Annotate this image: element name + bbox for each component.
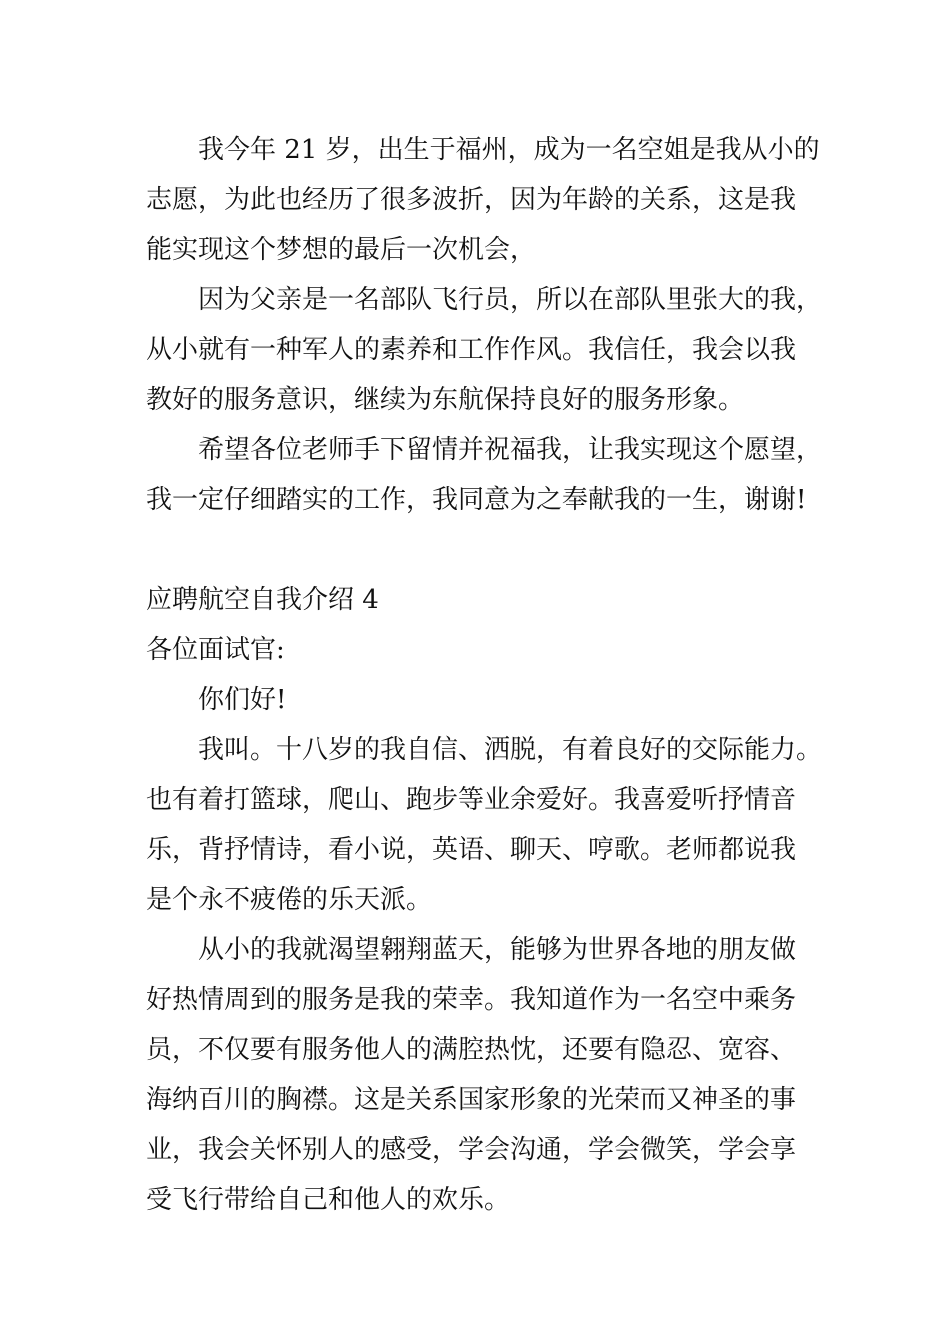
greeting: 你们好! (198, 685, 287, 715)
paragraph-line: 我今年 21 岁，出生于福州，成为一名空姐是我从小的 (198, 135, 820, 165)
paragraph-line: 从小就有一种军人的素养和工作作风。我信任，我会以我 (146, 335, 797, 365)
section-heading: 应聘航空自我介绍 4 (146, 585, 379, 615)
paragraph-line: 我一定仔细踏实的工作，我同意为之奉献我的一生，谢谢! (146, 485, 807, 515)
paragraph-line: 是个永不疲倦的乐天派。 (146, 885, 433, 915)
paragraph-line: 因为父亲是一名部队飞行员，所以在部队里张大的我， (198, 285, 823, 315)
paragraph-line: 能实现这个梦想的最后一次机会， (146, 235, 537, 265)
paragraph-line: 受飞行带给自己和他人的欢乐。 (146, 1185, 511, 1215)
paragraph-line: 海纳百川的胸襟。这是关系国家形象的光荣而又神圣的事 (146, 1085, 797, 1115)
paragraph-line: 业，我会关怀别人的感受，学会沟通，学会微笑，学会享 (146, 1135, 797, 1165)
paragraph-line: 希望各位老师手下留情并祝福我，让我实现这个愿望， (198, 435, 823, 465)
paragraph-line: 从小的我就渴望翱翔蓝天，能够为世界各地的朋友做 (198, 935, 797, 965)
paragraph-line: 乐，背抒情诗，看小说，英语、聊天、哼歌。老师都说我 (146, 835, 797, 865)
paragraph-line: 志愿，为此也经历了很多波折，因为年龄的关系，这是我 (146, 185, 797, 215)
salutation: 各位面试官: (146, 635, 285, 665)
paragraph-line: 也有着打篮球，爬山、跑步等业余爱好。我喜爱听抒情音 (146, 785, 797, 815)
paragraph-line: 员，不仅要有服务他人的满腔热忱，还要有隐忍、宽容、 (146, 1035, 797, 1065)
paragraph-line: 好热情周到的服务是我的荣幸。我知道作为一名空中乘务 (146, 985, 797, 1015)
paragraph-line: 我叫。十八岁的我自信、洒脱，有着良好的交际能力。 (198, 735, 823, 765)
paragraph-line: 教好的服务意识，继续为东航保持良好的服务形象。 (146, 385, 745, 415)
